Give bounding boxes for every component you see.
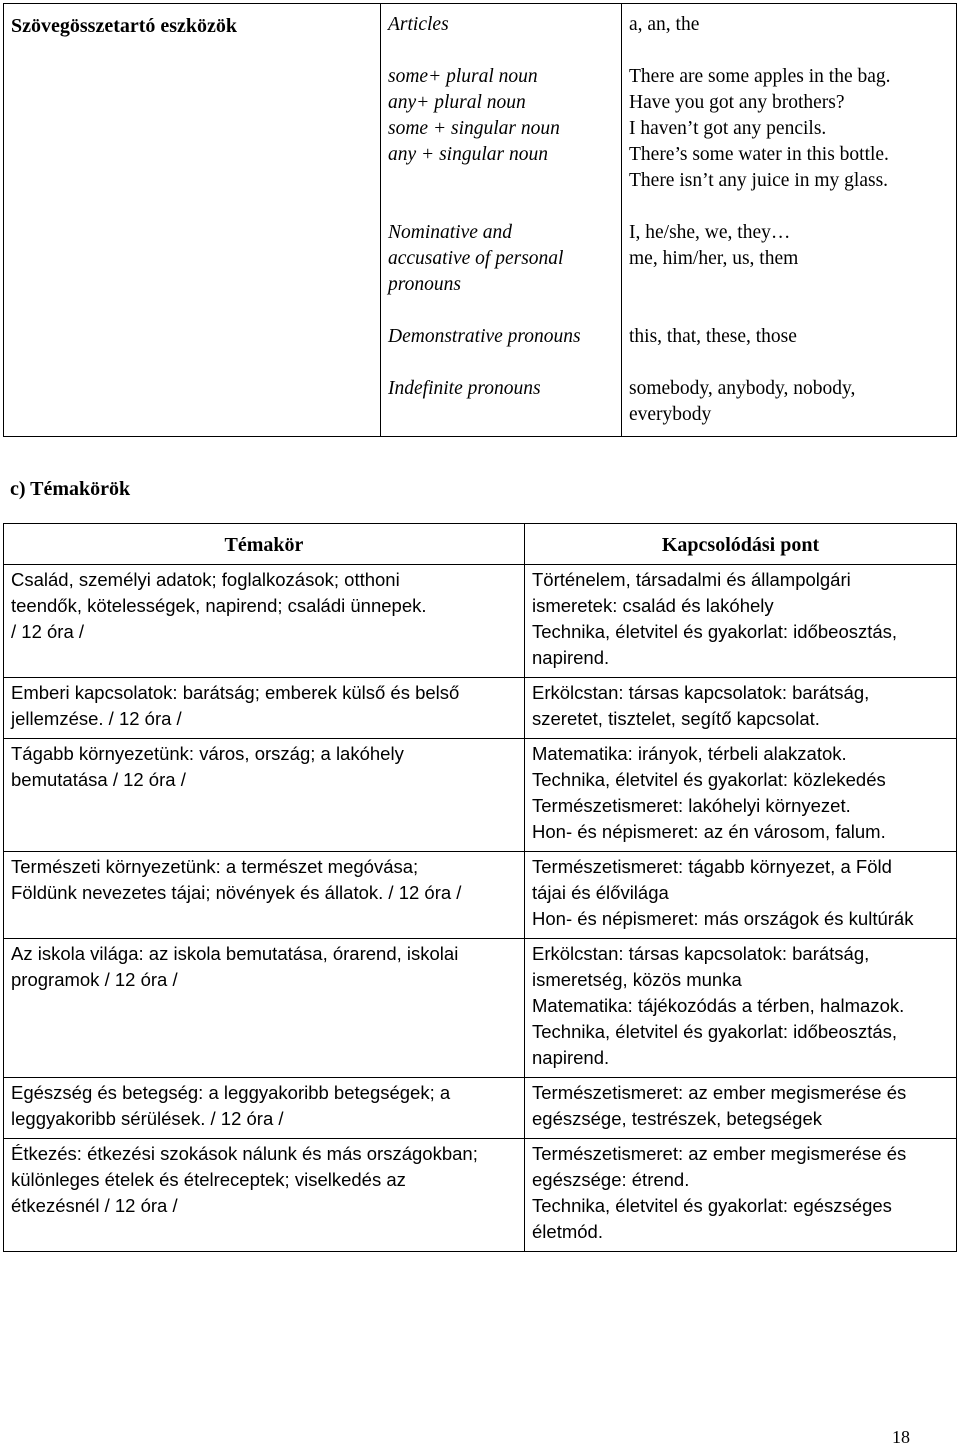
category-cell: Szövegösszetartó eszközök bbox=[4, 4, 381, 437]
section-heading: c) Témakörök bbox=[10, 478, 131, 500]
examples-indefinite-pronouns: somebody, anybody, nobody, everybody bbox=[629, 378, 856, 425]
grammar-table bbox=[3, 3, 957, 437]
topic-cell: Emberi kapcsolatok: barátság; emberek külső és belső jellemzése. / 12 óra / bbox=[4, 678, 525, 739]
term-personal-pronouns: Nominative and accusative of personal pronouns bbox=[388, 222, 564, 295]
term-articles: Articles bbox=[388, 14, 449, 35]
examples-personal-pronouns: I, he/she, we, they… me, him/her, us, them bbox=[629, 222, 799, 269]
topic-cell: Család, személyi adatok; foglalkozások; otthoni teendők, kötelességek, napirend; családi ünnepek. / 12 óra / bbox=[4, 565, 525, 678]
topic-cell: Étkezés: étkezési szokások nálunk és más országokban; különleges ételek és ételreceptek; viselkedés az étkezésnél / 12 óra / bbox=[4, 1139, 525, 1252]
header-link: Kapcsolódási pont bbox=[525, 524, 957, 565]
link-cell: Természetismeret: az ember megismerése és egészsége: étrend. Technika, életvitel és gyakorlat: egészséges életmód. bbox=[525, 1139, 957, 1252]
link-cell: Erkölcstan: társas kapcsolatok: barátság, ismeretség, közös munka Matematika: tájékozódás a térben, halmazok. Technika, életvitel és gyakorlat: időbeosztás, napirend. bbox=[525, 939, 957, 1078]
topic-cell: Természeti környezetünk: a természet megóvása; Földünk nevezetes tájai; növények és állatok. / 12 óra / bbox=[4, 852, 525, 939]
topic-cell: Egészség és betegség: a leggyakoribb betegségek; a leggyakoribb sérülések. / 12 óra / bbox=[4, 1078, 525, 1139]
link-cell: Természetismeret: tágabb környezet, a Föld tájai és élővilága Hon- és népismeret: más országok és kultúrák bbox=[525, 852, 957, 939]
topics-header-row bbox=[4, 524, 957, 565]
examples-demonstrative-pronouns: this, that, these, those bbox=[629, 326, 797, 347]
topics-table bbox=[3, 523, 957, 1252]
examples-some-any: There are some apples in the bag. Have you got any brothers? I haven’t got any pencils. There’s some water in this bottle. There isn’t any juice in my glass. bbox=[629, 66, 891, 191]
table-row bbox=[4, 1139, 957, 1252]
term-indefinite-pronouns: Indefinite pronouns bbox=[388, 378, 541, 399]
term-demonstrative-pronouns: Demonstrative pronouns bbox=[388, 326, 581, 347]
topic-cell: Tágabb környezetünk: város, ország; a lakóhely bemutatása / 12 óra / bbox=[4, 739, 525, 852]
page-number: 18 bbox=[892, 1427, 910, 1447]
table-row bbox=[4, 939, 957, 1078]
link-cell: Matematika: irányok, térbeli alakzatok. Technika, életvitel és gyakorlat: közlekedés Természetismeret: lakóhelyi környezet. Hon- és népismeret: az én városom, falum. bbox=[525, 739, 957, 852]
table-row bbox=[4, 1078, 957, 1139]
examples-articles: a, an, the bbox=[629, 14, 700, 35]
grammar-examples-cell bbox=[622, 4, 957, 437]
table-row bbox=[4, 678, 957, 739]
link-cell: Történelem, társadalmi és állampolgári ismeretek: család és lakóhely Technika, életvitel és gyakorlat: időbeosztás, napirend. bbox=[525, 565, 957, 678]
link-cell: Természetismeret: az ember megismerése és egészsége, testrészek, betegségek bbox=[525, 1078, 957, 1139]
table-row bbox=[4, 565, 957, 678]
term-some-any: some+ plural noun any+ plural noun some + singular noun any + singular noun bbox=[388, 66, 560, 165]
table-row bbox=[4, 852, 957, 939]
link-cell: Erkölcstan: társas kapcsolatok: barátság, szeretet, tisztelet, segítő kapcsolat. bbox=[525, 678, 957, 739]
topic-cell: Az iskola világa: az iskola bemutatása, órarend, iskolai programok / 12 óra / bbox=[4, 939, 525, 1078]
header-topic: Témakör bbox=[4, 524, 525, 565]
grammar-terms-cell bbox=[381, 4, 622, 437]
table-row bbox=[4, 739, 957, 852]
